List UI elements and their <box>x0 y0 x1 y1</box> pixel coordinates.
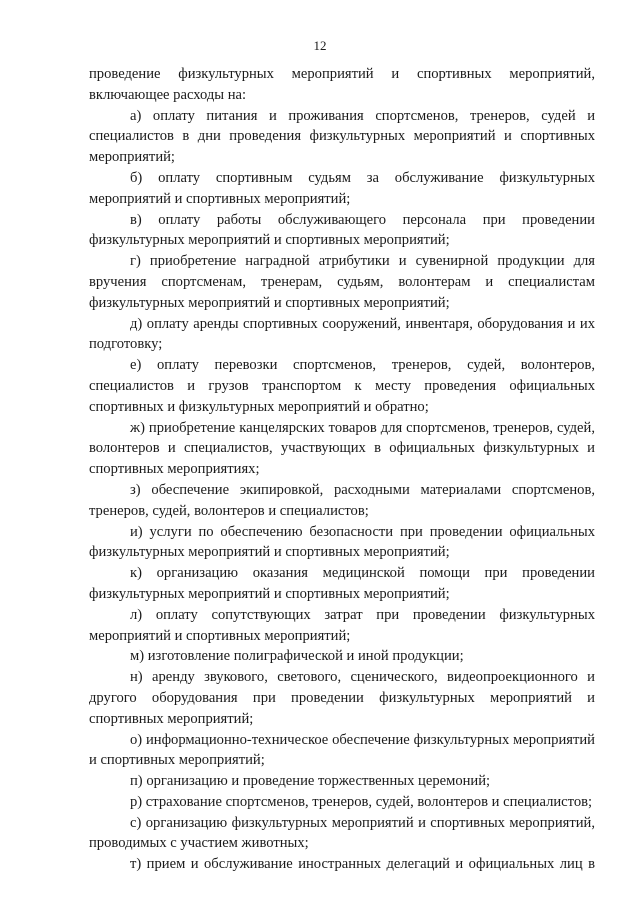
intro-paragraph: проведение физкультурных мероприятий и спортивных мероприятий, включающее расходы на: <box>89 66 595 103</box>
list-item-e: е) оплату перевозки спортсменов, тренеров, судей, волонтеров, специалистов и грузов транспортом к месту проведения официальных спортивных и физкультурных мероприятий и обратно; <box>89 357 595 415</box>
document-body <box>89 64 595 875</box>
list-item-t: т) прием и обслуживание иностранных делегаций и официальных лиц в <box>130 856 595 873</box>
list-item-m: м) изготовление полиграфической и иной продукции; <box>130 648 464 665</box>
list-item-r: р) страхование спортсменов, тренеров, судей, волонтеров и специалистов; <box>130 793 593 810</box>
page-number: 12 <box>313 38 327 53</box>
list-item-z: з) обеспечение экипировкой, расходными материалами спортсменов, тренеров, судей, волонтеров и специалистов; <box>89 481 595 519</box>
list-item-g: г) приобретение наградной атрибутики и сувенирной продукции для вручения спортсменам, тренерам, судьям, волонтерам и специалистам физкультурных мероприятий и спортивных мероприятий; <box>89 253 595 311</box>
list-item-p: п) организацию и проведение торжественных церемоний; <box>130 773 491 790</box>
list-item-k: к) организацию оказания медицинской помощи при проведении физкультурных мероприятий и спортивных мероприятий; <box>89 565 595 602</box>
list-item-s: с) организацию физкультурных мероприятий и спортивных мероприятий, проводимых с участием животных; <box>89 814 595 852</box>
list-item-i: и) услуги по обеспечению безопасности при проведении официальных физкультурных мероприятий и спортивных мероприятий; <box>89 523 595 561</box>
list-item-zh: ж) приобретение канцелярских товаров для спортсменов, тренеров, судей, волонтеров и специалистов, участвующих в официальных физкультурных и спортивных мероприятиях; <box>89 419 595 478</box>
list-item-b: б) оплату спортивным судьям за обслуживание физкультурных мероприятий и спортивных мероприятий; <box>89 169 595 207</box>
list-item-v: в) оплату работы обслуживающего персонала при проведении физкультурных мероприятий и спортивных мероприятий; <box>89 211 595 249</box>
list-item-n: н) аренду звукового, светового, сценического, видеопроекционного и другого оборудования при проведении физкультурных мероприятий и спортивных мероприятий; <box>89 669 595 727</box>
list-item-l: л) оплату сопутствующих затрат при проведении физкультурных мероприятий и спортивных мероприятий; <box>89 606 595 644</box>
list-item-a: а) оплату питания и проживания спортсменов, тренеров, судей и специалистов в дни проведения физкультурных мероприятий и спортивных мероприятий; <box>89 107 595 166</box>
list-item-o: о) информационно-техническое обеспечение физкультурных мероприятий и спортивных мероприятий; <box>89 731 595 769</box>
list-item-d: д) оплату аренды спортивных сооружений, инвентаря, оборудования и их подготовку; <box>89 315 595 353</box>
